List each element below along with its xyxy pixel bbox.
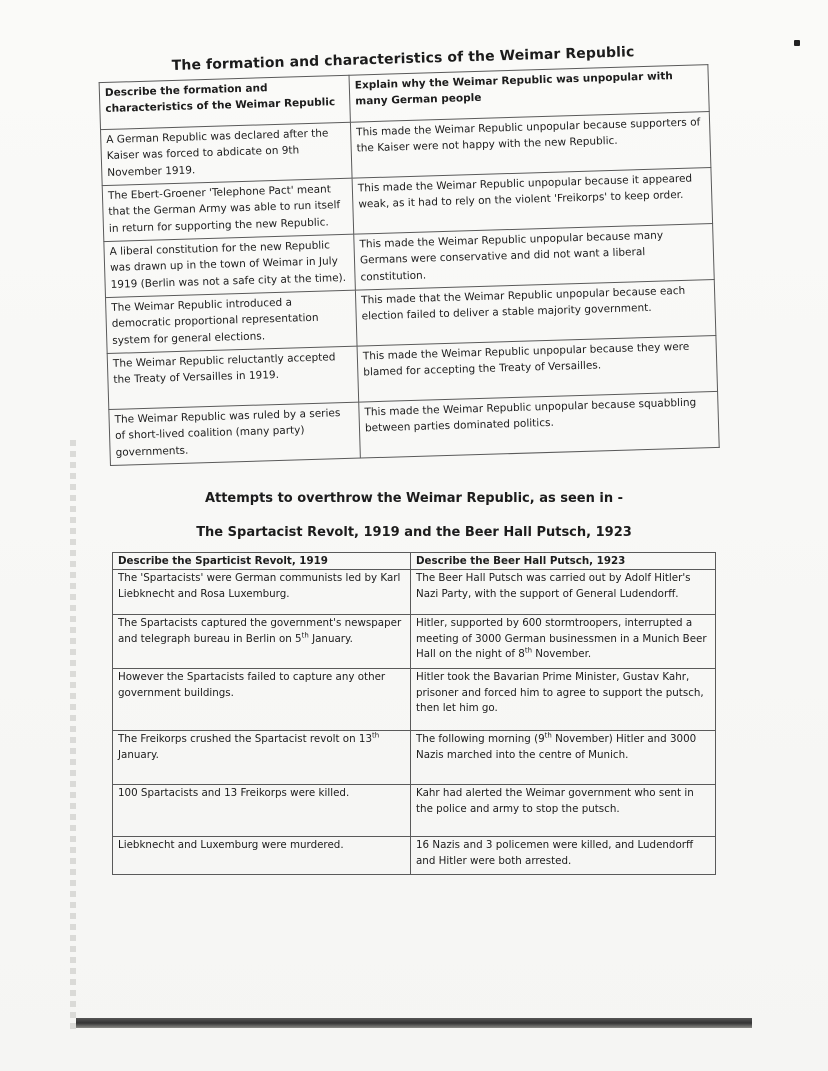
putsch-cell: Kahr had alerted the Weimar government who sent in the police and army to stop the putsch. (411, 785, 716, 837)
weimar-formation-table (99, 64, 720, 466)
putsch-text-end: November) Hitler and 3000 Nazis marched into the centre of Munich. (416, 733, 697, 761)
ordinal-suffix: th (544, 732, 552, 741)
header-describe: Describe the formation and characteristics of the Weimar Republic (99, 75, 350, 129)
spartacist-cell: 100 Spartacists and 13 Freikorps were killed. (113, 785, 411, 837)
ordinal-suffix: th (301, 631, 309, 640)
putsch-cell (411, 615, 716, 669)
spartacist-putsch-table (112, 552, 716, 875)
spartacist-cell (113, 731, 411, 785)
putsch-text: Hitler, supported by 600 stormtroopers, interrupted a meeting of 3000 German businessmen in a Munich Beer Hall on the night of 8 (416, 617, 707, 661)
page-bottom-edge (76, 1018, 752, 1028)
spartacist-text: The Freikorps crushed the Spartacist revolt on 13 (118, 733, 372, 746)
table-header-row (113, 553, 716, 570)
section2-title: Attempts to overthrow the Weimar Republic, as seen in - (204, 491, 624, 506)
spartacist-cell: The 'Spartacists' were German communists led by Karl Liebknecht and Rosa Luxemburg. (113, 570, 411, 615)
table-row (113, 669, 716, 731)
describe-cell: The Ebert-Groener 'Telephone Pact' meant that the German Army was able to run itself in return for supporting the new Republic. (102, 178, 354, 241)
header-explain: Explain why the Weimar Republic was unpopular with many German people (349, 65, 709, 123)
describe-cell: The Weimar Republic introduced a democratic proportional representation system for general elections. (106, 290, 358, 353)
table-row (113, 731, 716, 785)
spartacist-text: The Spartacists captured the government's newspaper and telegraph bureau in Berlin on 5 (118, 617, 402, 645)
explain-cell: This made that the Weimar Republic unpopular because each election failed to deliver a stable majority government. (355, 279, 716, 346)
describe-cell: The Weimar Republic reluctantly accepted the Treaty of Versailles in 1919. (107, 346, 359, 409)
explain-cell: This made the Weimar Republic unpopular because supporters of the Kaiser were not happy with the new Republic. (350, 112, 711, 179)
table-row (113, 785, 716, 837)
spartacist-cell: Liebknecht and Luxemburg were murdered. (113, 837, 411, 875)
table-row (113, 570, 716, 615)
putsch-cell: 16 Nazis and 3 policemen were killed, and Ludendorff and Hitler were both arrested. (411, 837, 716, 875)
corner-mark (794, 40, 800, 46)
ordinal-suffix: th (372, 732, 380, 741)
spartacist-cell (113, 615, 411, 669)
header-spartacist: Describe the Sparticist Revolt, 1919 (113, 553, 411, 570)
ordinal-suffix: th (524, 646, 533, 655)
describe-cell: The Weimar Republic was ruled by a series of short-lived coalition (many party) governments. (109, 402, 361, 465)
header-putsch: Describe the Beer Hall Putsch, 1923 (411, 553, 716, 570)
putsch-text-end: November. (532, 648, 592, 661)
table-row (113, 615, 716, 669)
describe-cell: A German Republic was declared after the Kaiser was forced to abdicate on 9th November 1919. (101, 122, 353, 185)
section1-title: The formation and characteristics of the Weimar Republic (171, 44, 635, 74)
explain-cell: This made the Weimar Republic unpopular because many Germans were conservative and did not want a liberal constitution. (354, 224, 715, 291)
spartacist-text-end: January. (308, 632, 353, 645)
putsch-cell: The Beer Hall Putsch was carried out by Adolf Hitler's Nazi Party, with the support of General Ludendorff. (411, 570, 716, 615)
page-edge-shadow (70, 440, 76, 1030)
spartacist-cell: However the Spartacists failed to capture any other government buildings. (113, 669, 411, 731)
weimar-formation-section (98, 42, 720, 466)
overthrow-attempts-section (112, 492, 716, 875)
explain-cell: This made the Weimar Republic unpopular because it appeared weak, as it had to rely on the violent 'Freikorps' to keep order. (352, 168, 713, 235)
table-row (113, 837, 716, 875)
explain-cell: This made the Weimar Republic unpopular because squabbling between parties dominated politics. (359, 391, 720, 458)
putsch-cell: Hitler took the Bavarian Prime Minister, Gustav Kahr, prisoner and forced him to agree to support the putsch, then let him go. (411, 669, 716, 731)
explain-cell: This made the Weimar Republic unpopular because they were blamed for accepting the Treaty of Versailles. (357, 335, 718, 402)
putsch-cell (411, 731, 716, 785)
putsch-text: The following morning (9 (416, 733, 545, 746)
section2-subtitle: The Spartacist Revolt, 1919 and the Beer Hall Putsch, 1923 (196, 525, 632, 540)
spartacist-text-end: January. (118, 748, 159, 761)
describe-cell: A liberal constitution for the new Republic was drawn up in the town of Weimar in July 1919 (Berlin was not a safe city at the time). (104, 234, 356, 297)
